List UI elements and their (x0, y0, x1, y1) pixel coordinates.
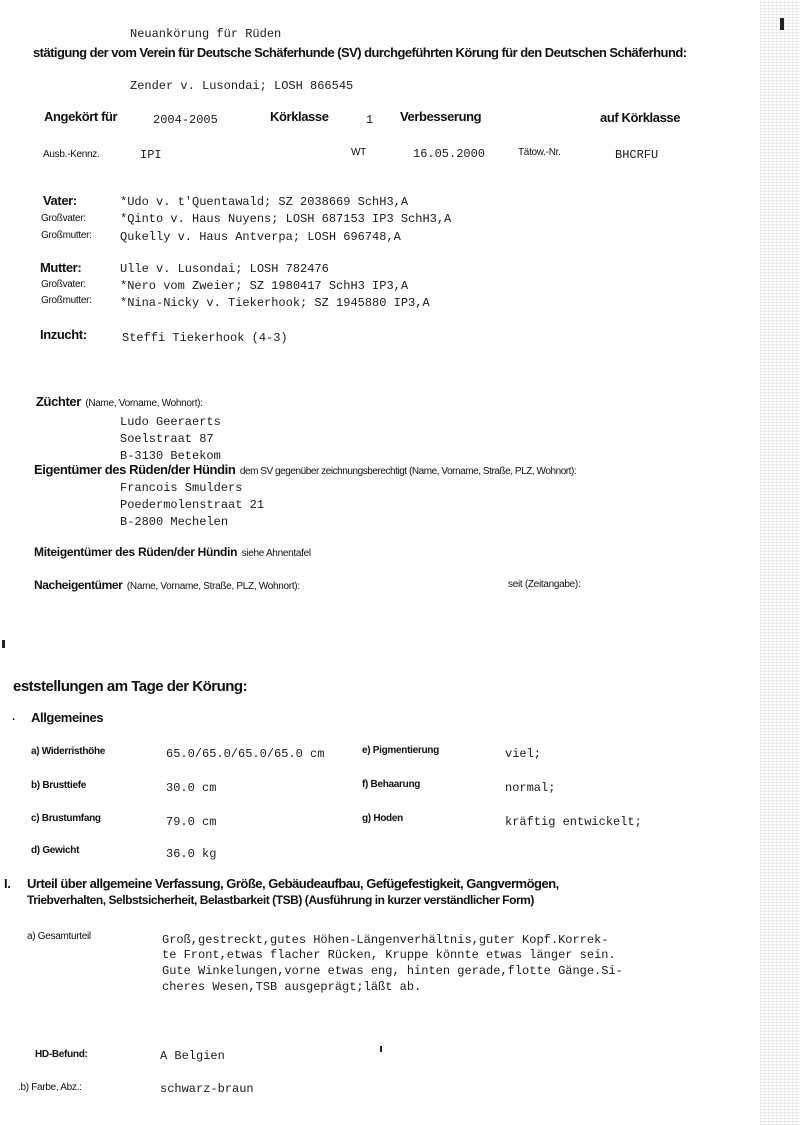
document-subtitle: stätigung der vom Verein für Deutsche Schäferhunde (SV) durchgeführten Körung für den Deutschen Schäferhund: (33, 45, 687, 60)
hd-befund-value: A Belgien (160, 1049, 225, 1063)
widerristhoehe-value: 65.0/65.0/65.0/65.0 cm (166, 747, 325, 761)
vater-value: *Udo v. t'Quentawald; SZ 2038669 SchH3,A (120, 195, 409, 209)
grossmutter1-label: Großmutter: (41, 230, 92, 241)
miteigentuemer-label-text: Miteigentümer des Rüden/der Hündin (34, 545, 238, 559)
urteil-prefix: I. (4, 876, 11, 891)
miteigentuemer-label (34, 543, 311, 561)
eigentuemer-line2: Poedermolenstraat 21 (120, 498, 265, 512)
allgemeines-heading: Allgemeines (31, 710, 104, 725)
mutter-value: Ulle v. Lusondai; LOSH 782476 (120, 262, 329, 276)
verbesserung-label: Verbesserung (400, 109, 482, 124)
hoden-value: kräftig entwickelt; (505, 815, 642, 829)
wt-label: WT (351, 147, 366, 158)
urteil-heading-line1: Urteil über allgemeine Verfassung, Größe, Gebäudeaufbau, Gefügefestigkeit, Gangvermögen, (27, 876, 559, 891)
grossmutter2-label: Großmutter: (41, 295, 92, 306)
koerklasse-value: 1 (366, 113, 374, 127)
zuechter-label-text: Züchter (36, 394, 81, 409)
behaarung-value: normal; (505, 781, 556, 795)
inzucht-label: Inzucht: (40, 327, 87, 342)
zuechter-line2: Soelstraat 87 (120, 432, 214, 446)
nacheigentuemer-label (34, 576, 300, 594)
brustumfang-label: c) Brustumfang (31, 813, 101, 824)
zuechter-sublabel: (Name, Vorname, Wohnort): (85, 398, 203, 409)
gesamturteil-line4: cheres Wesen,TSB ausgeprägt;läßt ab. (162, 980, 422, 994)
scan-noise-strip (760, 0, 800, 1125)
eigentuemer-line3: B-2800 Mechelen (120, 515, 229, 529)
brusttiefe-value: 30.0 cm (166, 781, 217, 795)
dog-name: Zender v. Lusondai; LOSH 866545 (130, 79, 354, 93)
eigentuemer-line1: Francois Smulders (120, 481, 243, 495)
grossmutter1-value: Qukelly v. Haus Antverpa; LOSH 696748,A (120, 230, 401, 244)
document-title: Neuankörung für Rüden (130, 27, 282, 41)
koerklasse-label: Körklasse (270, 109, 329, 124)
miteigentuemer-sublabel: siehe Ahnentafel (241, 548, 311, 559)
zuechter-line3: B-3130 Betekom (120, 449, 221, 463)
grossvater1-value: *Qinto v. Haus Nuyens; LOSH 687153 IP3 SchH3,A (120, 212, 452, 226)
urteil-heading-line2: Triebverhalten, Selbstsicherheit, Belastbarkeit (TSB) (Ausführung in kurzer verständlicher Form) (27, 893, 534, 907)
hd-befund-label: HD-Befund: (35, 1049, 88, 1060)
allgemeines-prefix: . (12, 711, 15, 723)
gewicht-label: d) Gewicht (31, 845, 80, 856)
brustumfang-value: 79.0 cm (166, 815, 217, 829)
grossvater2-value: *Nero vom Zweier; SZ 1980417 SchH3 IP3,A (120, 279, 409, 293)
hoden-label: g) Hoden (362, 813, 403, 824)
taetow-value: BHCRFU (615, 148, 659, 162)
farbe-label: .b) Farbe, Abz.: (18, 1082, 82, 1093)
eigentuemer-label (34, 461, 576, 479)
widerristhoehe-label: a) Widerristhöhe (31, 746, 106, 757)
gesamturteil-line1: Groß,gestreckt,gutes Höhen-Längenverhältnis,guter Kopf.Korrek- (162, 933, 609, 947)
scan-mark (780, 18, 784, 30)
gesamturteil-label: a) Gesamturteil (27, 931, 91, 942)
farbe-value: schwarz-braun (160, 1082, 254, 1096)
eigentuemer-sublabel: dem SV gegenüber zeichnungsberechtigt (Name, Vorname, Straße, PLZ, Wohnort): (239, 466, 577, 477)
pigmentierung-label: e) Pigmentierung (362, 745, 439, 756)
scan-mark (380, 1046, 382, 1052)
gewicht-value: 36.0 kg (166, 847, 217, 861)
gesamturteil-line2: te Front,etwas flacher Rücken, Kruppe könnte etwas länger sein. (162, 948, 616, 962)
zuechter-label (36, 393, 203, 411)
inzucht-value: Steffi Tiekerhook (4-3) (122, 331, 288, 345)
angekoert-value: 2004-2005 (153, 113, 218, 127)
taetow-label: Tätow.-Nr. (518, 147, 561, 158)
grossvater2-label: Großvater: (41, 279, 86, 290)
nacheigentuemer-label-text: Nacheigentümer (34, 578, 123, 592)
vater-label: Vater: (43, 193, 77, 208)
scan-mark (2, 640, 5, 648)
pigmentierung-value: viel; (505, 747, 542, 761)
grossmutter2-value: *Nina-Nicky v. Tiekerhook; SZ 1945880 IP3,A (120, 296, 430, 310)
behaarung-label: f) Behaarung (362, 779, 421, 790)
grossvater1-label: Großvater: (41, 213, 86, 224)
ausb-value: IPI (140, 148, 162, 162)
nacheigentuemer-sublabel: (Name, Vorname, Straße, PLZ, Wohnort): (126, 581, 300, 592)
brusttiefe-label: b) Brusttiefe (31, 780, 86, 791)
seit-label: seit (Zeitangabe): (508, 579, 581, 590)
ausb-label: Ausb.-Kennz. (43, 149, 100, 160)
feststellungen-heading: eststellungen am Tage der Körung: (13, 678, 248, 695)
gesamturteil-line3: Gute Winkelungen,vorne etwas eng, hinten gerade,flotte Gänge.Si- (162, 964, 623, 978)
zuechter-line1: Ludo Geeraerts (120, 415, 221, 429)
eigentuemer-label-text: Eigentümer des Rüden/der Hündin (34, 462, 236, 477)
auf-koerklasse-label: auf Körklasse (600, 110, 681, 125)
wt-value: 16.05.2000 (413, 147, 486, 161)
mutter-label: Mutter: (40, 260, 82, 275)
angekoert-label: Angekört für (44, 109, 118, 124)
